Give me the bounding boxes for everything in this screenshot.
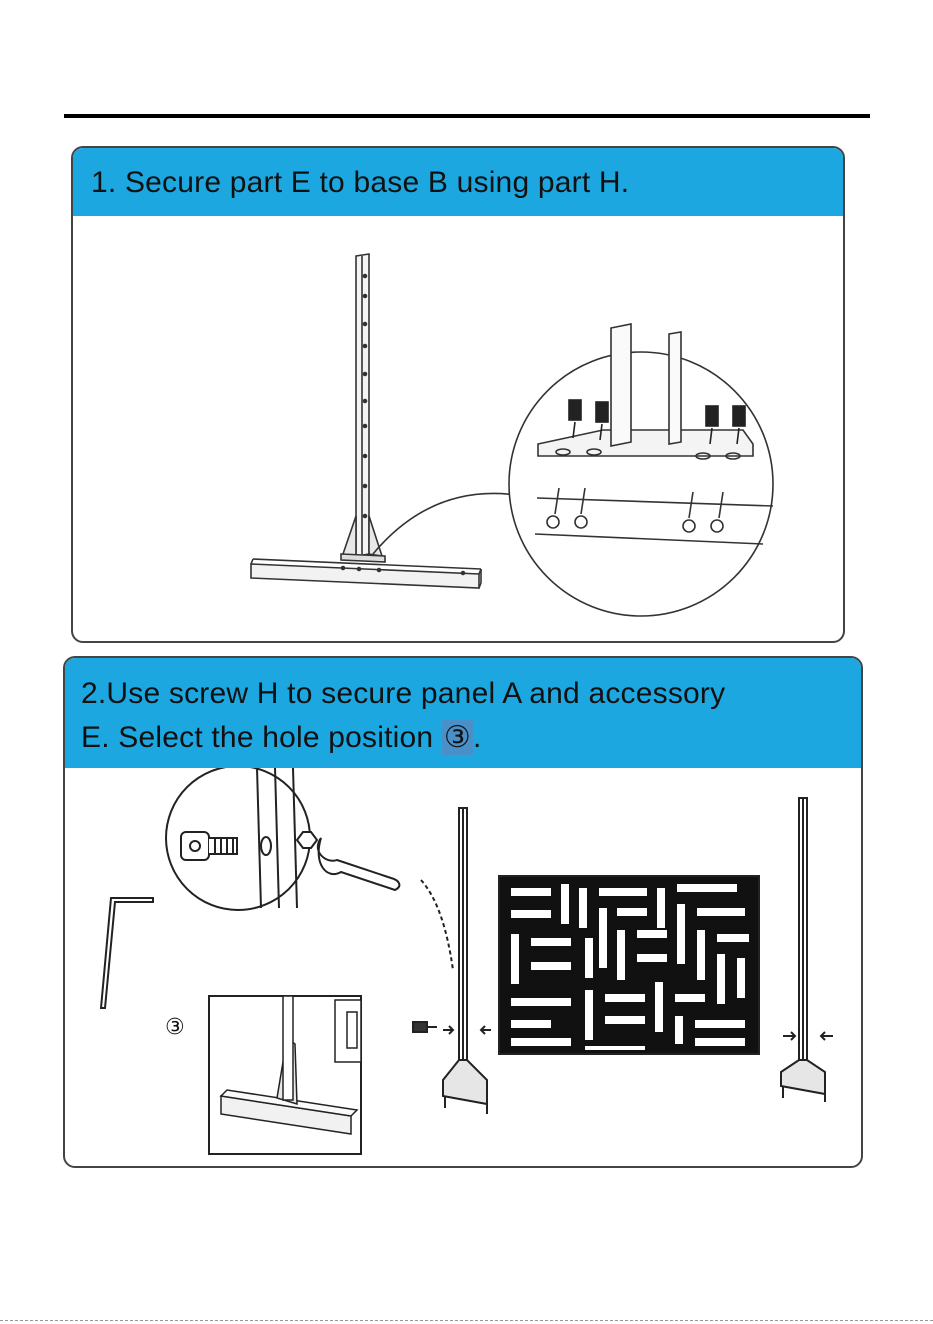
small-screw-icon (413, 1022, 427, 1032)
arrow-left-icon-2 (821, 1032, 833, 1040)
arrow-right-icon (443, 1026, 453, 1034)
arrow-right-icon-2 (783, 1032, 795, 1040)
wrench-tool (318, 838, 400, 890)
top-divider-rule (64, 114, 870, 118)
hole-position-marker: ③ (443, 720, 471, 755)
hex-key-tool (101, 898, 153, 1008)
step-1-panel (71, 146, 845, 643)
detail-position-label: ③ (165, 1015, 185, 1040)
base-b-bar (251, 559, 481, 588)
right-foot (781, 1060, 825, 1094)
step-2-panel (63, 656, 863, 1168)
screw-head (181, 832, 209, 860)
step-1-instruction: 1. Secure part E to base B using part H. (91, 166, 630, 199)
page-bottom-dashes (0, 1320, 933, 1321)
step-1-banner (73, 148, 843, 216)
step-2-instruction-line-2: E. Select the hole position (81, 721, 442, 754)
zoom-detail-circle (509, 352, 773, 616)
arrow-left-icon (481, 1026, 491, 1034)
step-1-illustration (73, 216, 843, 643)
step-2-illustration (65, 768, 861, 1166)
part-e-post (341, 254, 385, 562)
zoom-leader-line (373, 493, 523, 554)
step-2-instruction-end: . (472, 721, 482, 754)
step-2-banner (65, 658, 861, 768)
hex-nut (297, 832, 317, 848)
left-foot (443, 1060, 487, 1104)
step-2-instruction-line-1: 2.Use screw H to secure panel A and accessory (81, 677, 726, 710)
step-2-instruction (81, 672, 725, 760)
